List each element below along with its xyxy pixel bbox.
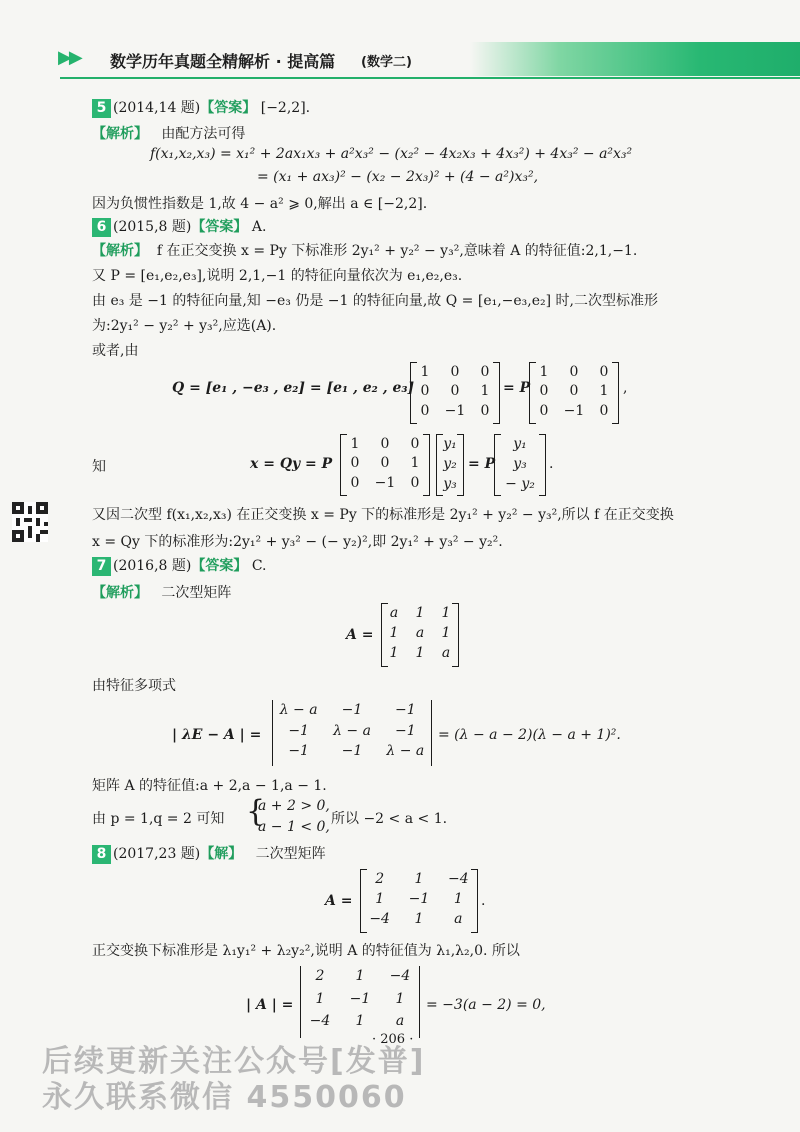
- matrix-cell: 0: [450, 383, 460, 400]
- matrix: [381, 603, 459, 667]
- matrix-cell: y₁: [513, 436, 527, 452]
- matrix-cell: −1: [349, 990, 371, 1007]
- matrix-cell: 1: [315, 990, 325, 1007]
- problem-number-badge: 8: [92, 845, 111, 864]
- double-arrow-icon: ▶▶: [58, 47, 80, 68]
- vector-y: [436, 434, 464, 496]
- problem-5-heading: [92, 97, 310, 118]
- header-rule: [60, 77, 800, 79]
- equation-lhs: A =: [325, 893, 353, 909]
- text-line: 矩阵 A 的特征值:a + 2,a − 1,a − 1.: [92, 778, 327, 794]
- matrix-cell: 1: [441, 625, 451, 641]
- problem-ref: (2016,8 题): [113, 558, 192, 574]
- matrix-cell: 1: [414, 871, 424, 887]
- analysis-tag: 【解析】: [92, 126, 148, 142]
- matrix-cell: 0: [410, 436, 420, 452]
- matrix-cell: λ − a: [333, 722, 371, 739]
- matrix-cell: −1: [288, 743, 309, 760]
- watermark-line-2: 永久联系微信 4550060: [42, 1080, 407, 1115]
- matrix-cell: 1: [415, 645, 425, 661]
- text-line: 知: [92, 459, 106, 475]
- matrix-cell: y₂: [443, 456, 457, 472]
- matrix-cell: 1: [453, 891, 463, 907]
- text-line: 为:2y₁² − y₂² + y₃²,应选(A).: [92, 318, 277, 334]
- equation-part: = (λ − a − 2)(λ − a + 1)².: [438, 727, 621, 743]
- matrix-cell: 1: [410, 455, 420, 472]
- analysis-line: [92, 123, 245, 143]
- matrix-cell: −1: [395, 722, 416, 739]
- answer-text: C.: [251, 558, 267, 574]
- problem-8-heading: [92, 843, 326, 864]
- matrix: [340, 434, 430, 496]
- matrix-cell: 0: [350, 455, 360, 472]
- text-line: 由 e₃ 是 −1 的特征向量,知 −e₃ 仍是 −1 的特征向量,故 Q = [e₁,−e₃,e₂] 时,二次型标准形: [92, 293, 659, 309]
- equation-line: f(x₁,x₂,x₃) = x₁² + 2ax₁x₃ + a²x₃² − (x₂² − 4x₂x₃ + 4x₃²) + 4x₃² − a²x₃²: [150, 146, 633, 162]
- matrix-cell: − y₂: [505, 476, 535, 492]
- matrix-cell: 0: [539, 402, 549, 419]
- text-line: 或者,由: [92, 343, 139, 359]
- equation-lhs: | λE − A | =: [172, 727, 262, 743]
- matrix-cell: 0: [380, 455, 390, 472]
- problem-number-badge: 6: [92, 218, 111, 237]
- matrix-cell: 1: [599, 383, 609, 400]
- matrix-cell: y₁: [443, 436, 457, 452]
- equation-lhs: Q = [e₁ , −e₃ , e₂] = [e₁ , e₂ , e₃]: [172, 380, 415, 396]
- matrix-cell: −1: [374, 474, 396, 491]
- matrix-cell: 1: [420, 364, 430, 380]
- matrix-cell: 1: [355, 1013, 365, 1030]
- text-line: 二次型矩阵: [255, 846, 326, 862]
- analysis-tag: 【解析】: [92, 585, 148, 601]
- matrix-cell: −1: [563, 402, 585, 419]
- text-line: 正交变换下标准形是 λ₁y₁² + λ₂y₂²,说明 A 的特征值为 λ₁,λ₂,0. 所以: [92, 943, 520, 959]
- problem-number-badge: 5: [92, 99, 111, 118]
- condition: a − 1 < 0,: [258, 819, 330, 835]
- text-line: 因为负惯性指数是 1,故 4 − a² ⩾ 0,解出 a ∈ [−2,2].: [92, 196, 428, 212]
- matrix-cell: 0: [599, 402, 609, 419]
- matrix-cell: 0: [420, 383, 430, 400]
- matrix-cell: 1: [375, 891, 385, 907]
- matrix-cell: 1: [389, 645, 399, 661]
- matrix-cell: 0: [539, 383, 549, 400]
- qr-code-icon: [12, 502, 48, 542]
- matrix-cell: 1: [350, 436, 360, 452]
- problem-ref: (2014,14 题): [113, 100, 201, 116]
- equation-part: = P: [503, 380, 531, 396]
- matrix-cell: 0: [480, 364, 490, 380]
- vector-result: [494, 434, 546, 496]
- page-number: · 206 ·: [372, 1032, 414, 1047]
- matrix-cell: 1: [389, 625, 399, 641]
- matrix-cell: 2: [315, 968, 325, 984]
- matrix-cell: y₃: [513, 456, 527, 472]
- matrix-cell: −1: [444, 402, 466, 419]
- matrix-cell: 0: [569, 364, 579, 380]
- problem-number-badge: 7: [92, 557, 111, 576]
- matrix: [410, 362, 500, 424]
- matrix-cell: −4: [448, 871, 469, 887]
- answer-tag: 【答案】: [200, 100, 257, 116]
- matrix-cell: −1: [408, 891, 430, 907]
- matrix-cell: 1: [355, 968, 365, 984]
- matrix-cell: 2: [375, 871, 385, 887]
- equation-part: .: [549, 456, 554, 472]
- text-line: f 在正交变换 x = Py 下标准形 2y₁² + y₂² − y₃²,意味着 A 的特征值:2,1,−1.: [156, 243, 638, 259]
- matrix-cell: y₃: [443, 476, 457, 492]
- matrix-cell: 0: [410, 474, 420, 491]
- matrix-cell: 1: [415, 605, 425, 621]
- problem-ref: (2015,8 题): [113, 219, 192, 235]
- matrix-cell: −4: [309, 1013, 331, 1030]
- condition: a + 2 > 0,: [258, 798, 330, 814]
- matrix-cell: a: [441, 645, 451, 661]
- matrix-cell: 0: [350, 474, 360, 491]
- equation-line: = (x₁ + ax₃)² − (x₂ − 2x₃)² + (4 − a²)x₃²,: [257, 169, 539, 185]
- brace: {: [246, 794, 266, 829]
- matrix-cell: a: [415, 625, 425, 641]
- analysis-tag: 【解析】: [92, 243, 148, 259]
- answer-text: A.: [251, 219, 267, 235]
- text-line: 由配方法可得: [161, 126, 246, 142]
- determinant: [300, 966, 420, 1038]
- text-line: x = Qy 下的标准形为:2y₁² + y₃² − (− y₂)²,即 2y₁² + y₃² − y₂².: [92, 534, 503, 550]
- equation-part: = −3(a − 2) = 0,: [426, 997, 546, 1013]
- matrix-cell: 1: [395, 990, 405, 1007]
- solution-tag: 【解】: [200, 846, 243, 862]
- problem-ref: (2017,23 题): [113, 846, 201, 862]
- matrix-cell: 1: [480, 383, 490, 400]
- problem-7-heading: [92, 555, 267, 576]
- matrix-cell: 1: [539, 364, 549, 380]
- equation-part: ,: [623, 380, 628, 396]
- matrix-cell: a: [395, 1013, 405, 1030]
- matrix-cell: −1: [288, 722, 309, 739]
- text-line: 又因二次型 f(x₁,x₂,x₃) 在正交变换 x = Py 下的标准形是 2y₁² + y₂² − y₃²,所以 f 在正交变换: [92, 507, 674, 523]
- answer-text: [−2,2].: [260, 100, 311, 116]
- matrix-cell: 0: [420, 402, 430, 419]
- problem-6-heading: [92, 216, 266, 237]
- equation-lhs: A =: [346, 627, 374, 643]
- text-line: 由 p = 1,q = 2 可知: [92, 811, 225, 827]
- matrix-cell: 0: [450, 364, 460, 380]
- text-line: 由特征多项式: [92, 678, 176, 694]
- answer-tag: 【答案】: [191, 219, 248, 235]
- matrix-cell: λ − a: [386, 743, 425, 760]
- matrix-cell: 0: [480, 402, 490, 419]
- determinant: [272, 700, 432, 766]
- matrix-cell: λ − a: [279, 702, 318, 718]
- matrix-cell: 0: [380, 436, 390, 452]
- text-line: 又 P = [e₁,e₂,e₃],说明 2,1,−1 的特征向量依次为 e₁,e₂,e₃.: [92, 268, 463, 284]
- equation-lhs: x = Qy = P: [250, 456, 333, 472]
- equation-part: = P: [468, 456, 496, 472]
- header-title: 数学历年真题全精解析 · 提高篇: [110, 52, 336, 71]
- equation-part: .: [481, 893, 486, 909]
- matrix-cell: 0: [599, 364, 609, 380]
- matrix-cell: 1: [441, 605, 451, 621]
- matrix: [529, 362, 619, 424]
- text-line: 所以 −2 < a < 1.: [331, 811, 448, 827]
- matrix-cell: −1: [341, 702, 363, 718]
- matrix-cell: 0: [569, 383, 579, 400]
- equation-lhs: | A | =: [246, 997, 294, 1013]
- matrix-cell: −4: [389, 968, 411, 984]
- analysis-line: [92, 582, 231, 602]
- analysis-line: [92, 240, 637, 260]
- matrix-cell: 1: [414, 911, 424, 927]
- matrix-cell: a: [389, 605, 399, 621]
- header-subtitle: (数学二): [361, 55, 412, 70]
- text-line: 二次型矩阵: [161, 585, 232, 601]
- watermark-line-1: 后续更新关注公众号[发普]: [42, 1044, 426, 1079]
- matrix: [360, 869, 478, 933]
- answer-tag: 【答案】: [191, 558, 248, 574]
- matrix-cell: −1: [341, 743, 363, 760]
- matrix-cell: a: [454, 911, 463, 927]
- matrix-cell: −4: [369, 911, 390, 927]
- matrix-cell: −1: [395, 702, 416, 718]
